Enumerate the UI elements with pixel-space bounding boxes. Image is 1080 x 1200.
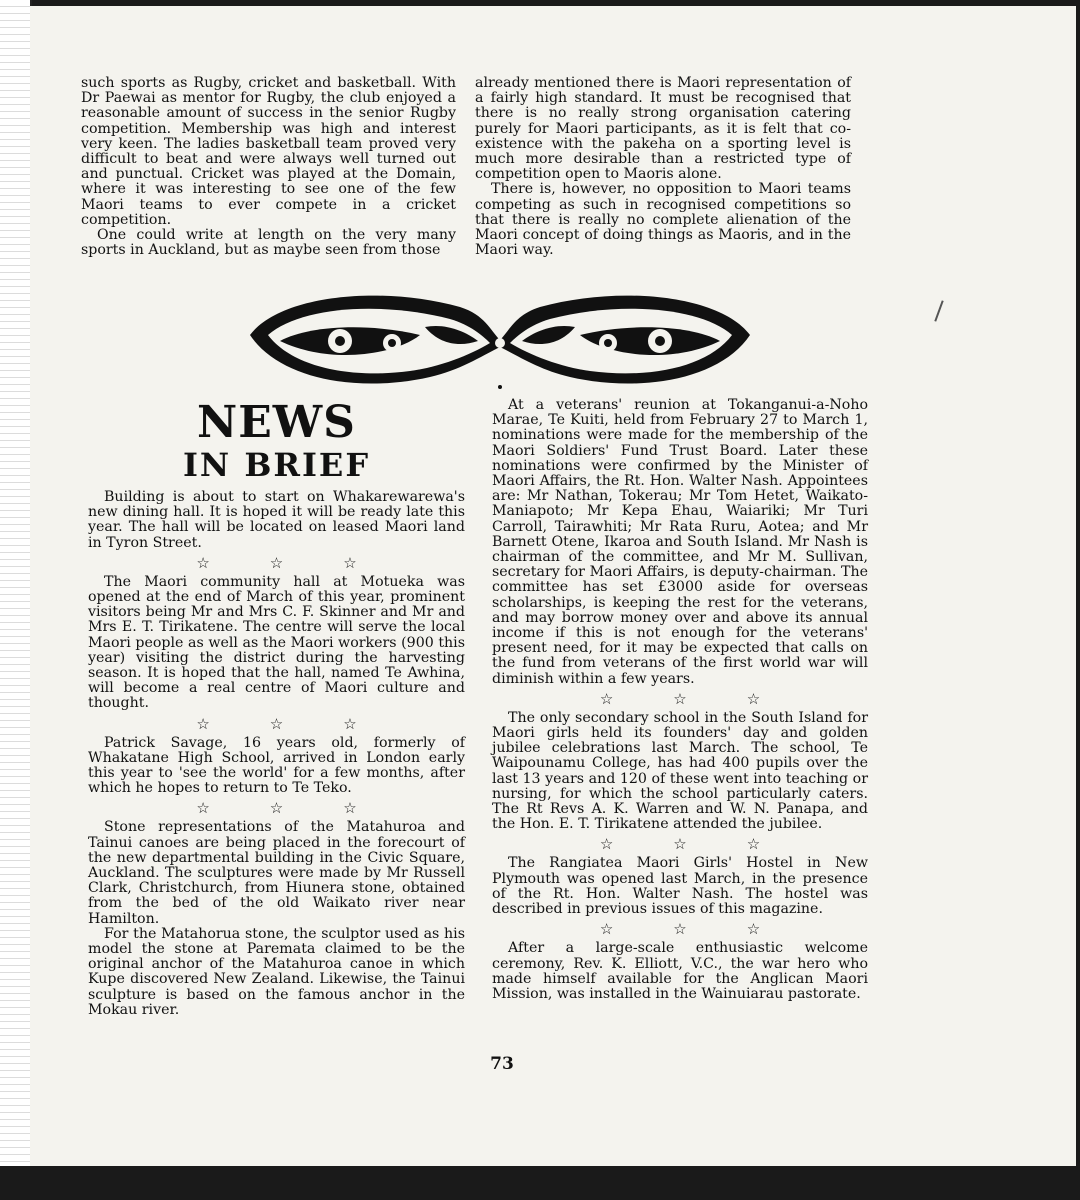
star-icon: ☆ (673, 689, 687, 708)
news-item: Stone representations of the Matahuroa and Tainui canoes are being placed in the forecourt of the new departmental building in the Civic Square, Auckland. The sculptures were made by Mr Russell Clark, Christchurch, from Hiunera stone, obtained from the bed of the old Waikato river near Hamilton. (88, 819, 465, 927)
paragraph: There is, however, no opposition to Maori teams competing as such in recognised competitions so that there is really no complete alienation of the Maori concept of doing things as Maoris, and in the Maori way. (475, 181, 851, 259)
paragraph: such sports as Rugby, cricket and basketball. With Dr Paewai as mentor for Rugby, the club enjoyed a reasonable amount of success in the senior Rugby competition. Membership was high and interest very keen. The ladies basketball team proved very difficult to beat and were always well turned out and punctual. Cricket was played at the Domain, where it was interesting to see one of the few Maori teams to ever compete in a cricket competition. (81, 75, 456, 228)
news-in-brief-heading (88, 397, 465, 484)
star-icon: ☆ (599, 920, 614, 939)
star-icon: ☆ (746, 689, 761, 708)
star-divider (492, 834, 868, 854)
star-icon: ☆ (269, 799, 284, 818)
star-divider (88, 714, 465, 734)
star-divider (492, 919, 868, 939)
star-icon: ☆ (343, 553, 357, 572)
scan-border (0, 1166, 1080, 1200)
page-number: 73 (490, 1054, 514, 1074)
star-icon: ☆ (746, 835, 761, 854)
star-icon: ☆ (269, 553, 284, 572)
news-item: Building is about to start on Whakarewarewa's new dining hall. It is hoped it will be ready late this year. The hall will be located on leased Maori land in Tyron Street. (88, 489, 465, 551)
news-item: At a veterans' reunion at Tokanganui-a-Noho Marae, Te Kuiti, held from February 27 to March 1, nominations were made for the membership of the Maori Soldiers' Fund Trust Board. Later these nominations were confirmed by the Minister of Maori Affairs, the Rt. Hon. Walter Nash. Appointees are: Mr Nathan, Tokerau; Mr Tom Hetet, Waikato-Maniapoto; Mr Kepa Ehau, Waiariki; Mr Turi Carroll, Tairawhiti; Mr Rata Ruru, Aotea; and Mr Barnett Otene, Ikaroa and South Island. Mr Nash is chairman of the committee, and Mr M. Sullivan, secretary for Maori Affairs, is deputy-chairman. The committee has set £3000 aside for overseas scholarships, is keeping the rest for the veterans, and may borrow money over and above its annual income if this is not enough for the veterans' present need, for it may be expected that calls on the fund from veterans of the first world war will diminish within a few years. (492, 397, 868, 687)
headline-line-1: NEWS (197, 397, 356, 448)
kowhaiwhai-ornament (220, 285, 780, 395)
top-left-column (81, 76, 456, 258)
book-spine (0, 0, 32, 1200)
star-icon: ☆ (196, 553, 210, 572)
news-item: The Rangiatea Maori Girls' Hostel in New Plymouth was opened last March, in the presence of the Rt. Hon. Walter Nash. The hostel was described in previous issues of this magazine. (492, 855, 868, 918)
star-icon: ☆ (746, 920, 761, 939)
paragraph: One could write at length on the very many sports in Auckland, but as maybe seen from those (81, 227, 456, 259)
star-icon: ☆ (196, 714, 210, 733)
star-divider (492, 689, 868, 709)
star-icon: ☆ (343, 714, 357, 733)
star-icon: ☆ (673, 835, 687, 854)
star-divider (88, 798, 465, 818)
news-item: The only secondary school in the South Island for Maori girls held its founders' day and golden jubilee celebrations last March. The school, Te Waipounamu College, has had 400 pupils over the last 13 years and 120 of these went into teaching or nursing, for which the school particularly caters. The Rt Revs A. K. Warren and W. N. Panapa, and the Hon. E. T. Tirikatene attended the jubilee. (492, 709, 868, 833)
paragraph: already mentioned there is Maori representation of a fairly high standard. It must be recognised that there is no really strong organisation catering purely for Maori participants, as it is felt that co-existence with the pakeha on a sporting level is much more desirable than a restricted type of competition open to Maoris alone. (475, 75, 851, 183)
news-item: Patrick Savage, 16 years old, formerly of Whakatane High School, arrived in London early this year to 'see the world' for a few months, after which he hopes to return to Te Teko. (88, 734, 465, 797)
star-icon: ☆ (673, 920, 687, 939)
news-item: After a large-scale enthusiastic welcome ceremony, Rev. K. Elliott, V.C., the war hero who made himself available for the Anglican Maori Mission, was installed in the Wainuiarau pastorate. (492, 940, 868, 1002)
star-icon: ☆ (599, 689, 614, 708)
news-right-column (492, 398, 868, 1002)
star-icon: ☆ (343, 799, 357, 818)
headline-line-2: IN BRIEF (182, 446, 371, 484)
star-icon: ☆ (196, 799, 210, 818)
news-left-column (88, 490, 465, 1018)
news-item: The Maori community hall at Motueka was opened at the end of March of this year, prominent visitors being Mr and Mrs C. F. Skinner and Mr and Mrs E. T. Tirikatene. The centre will serve the local Maori people as well as the Maori workers (900 this year) visiting the district during the harvesting season. It is hoped that the hall, named Te Awhina, will become a real centre of Maori culture and thought. (88, 573, 465, 712)
news-item: For the Matahorua stone, the sculptor used as his model the stone at Paremata claimed to be the original anchor of the Matahuroa canoe in which Kupe discovered New Zealand. Likewise, the Tainui sculpture is based on the famous anchor in the Mokau river. (88, 925, 465, 1018)
star-icon: ☆ (599, 835, 614, 854)
star-icon: ☆ (269, 714, 284, 733)
star-divider (88, 553, 465, 573)
top-right-column (475, 76, 851, 258)
